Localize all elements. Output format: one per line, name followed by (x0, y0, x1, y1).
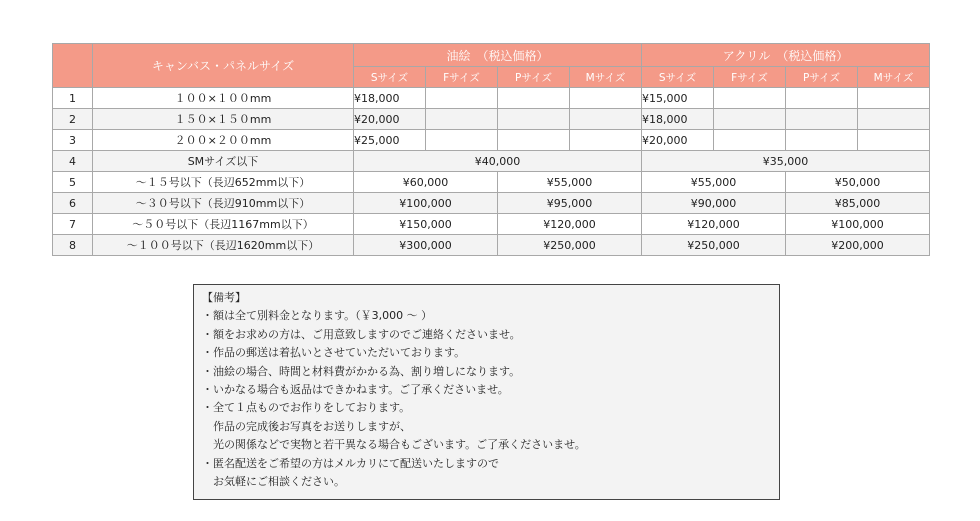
empty-cell (786, 130, 858, 151)
notes-line: お気軽にご相談ください。 (202, 475, 345, 489)
empty-cell (570, 88, 642, 109)
row-size: ～３０号以下（長辺910mm以下） (93, 193, 354, 214)
empty-cell (858, 109, 930, 130)
header-acrylic: アクリル （税込価格） (642, 44, 930, 67)
header-acrylic-p: Pサイズ (786, 67, 858, 88)
acrylic-s-price: ¥18,000 (642, 109, 714, 130)
empty-cell (858, 130, 930, 151)
price-table (52, 43, 930, 256)
notes-line: 光の関係などで実物と若干異なる場合もございます。ご了承くださいませ。 (202, 438, 586, 452)
oil-price: ¥40,000 (354, 151, 642, 172)
oil-pm-price: ¥55,000 (498, 172, 642, 193)
table-row (53, 109, 930, 130)
empty-cell (714, 130, 786, 151)
empty-cell (426, 88, 498, 109)
acrylic-price: ¥35,000 (642, 151, 930, 172)
header-size: キャンバス・パネルサイズ (93, 44, 354, 88)
table-row (53, 88, 930, 109)
empty-cell (786, 109, 858, 130)
empty-cell (498, 109, 570, 130)
acrylic-pm-price: ¥100,000 (786, 214, 930, 235)
oil-s-price: ¥18,000 (354, 88, 426, 109)
header-oil-p: Pサイズ (498, 67, 570, 88)
oil-sf-price: ¥60,000 (354, 172, 498, 193)
row-size: ～１００号以下（長辺1620mm以下） (93, 235, 354, 256)
row-size: １００×１００mm (93, 88, 354, 109)
header-acrylic-f: Fサイズ (714, 67, 786, 88)
row-number: 1 (53, 88, 93, 109)
acrylic-s-price: ¥15,000 (642, 88, 714, 109)
notes-line: ・作品の郵送は着払いとさせていただいております。 (202, 346, 466, 360)
oil-s-price: ¥20,000 (354, 109, 426, 130)
row-number: 8 (53, 235, 93, 256)
empty-cell (570, 109, 642, 130)
oil-sf-price: ¥150,000 (354, 214, 498, 235)
acrylic-sf-price: ¥90,000 (642, 193, 786, 214)
header-oil-m: Mサイズ (570, 67, 642, 88)
acrylic-pm-price: ¥85,000 (786, 193, 930, 214)
oil-pm-price: ¥250,000 (498, 235, 642, 256)
empty-cell (570, 130, 642, 151)
empty-cell (858, 88, 930, 109)
oil-sf-price: ¥100,000 (354, 193, 498, 214)
row-number: 3 (53, 130, 93, 151)
header-acrylic-m: Mサイズ (858, 67, 930, 88)
notes-line: ・額をお求めの方は、ご用意致しますのでご連絡くださいませ。 (202, 327, 521, 341)
empty-cell (498, 88, 570, 109)
row-size: １５０×１５０mm (93, 109, 354, 130)
header-acrylic-s: Sサイズ (642, 67, 714, 88)
header-number (53, 44, 93, 88)
notes-line: ・全て１点ものでお作りをしております。 (202, 401, 411, 415)
notes-line: ・匿名配送をご希望の方はメルカリにて配送いたしますので (202, 456, 499, 470)
table-row (53, 214, 930, 235)
empty-cell (426, 130, 498, 151)
notes-line: ・いかなる場合も返品はできかねます。ご了承くださいませ。 (202, 383, 509, 397)
row-size: ２００×２００mm (93, 130, 354, 151)
row-number: 7 (53, 214, 93, 235)
oil-pm-price: ¥120,000 (498, 214, 642, 235)
table-row (53, 151, 930, 172)
notes-box (193, 284, 780, 500)
row-size: SMサイズ以下 (93, 151, 354, 172)
empty-cell (426, 109, 498, 130)
row-size: ～５０号以下（長辺1167mm以下） (93, 214, 354, 235)
acrylic-sf-price: ¥250,000 (642, 235, 786, 256)
table-row (53, 193, 930, 214)
acrylic-pm-price: ¥50,000 (786, 172, 930, 193)
table-row (53, 130, 930, 151)
empty-cell (786, 88, 858, 109)
acrylic-sf-price: ¥120,000 (642, 214, 786, 235)
header-oil: 油絵 （税込価格） (354, 44, 642, 67)
header-oil-s: Sサイズ (354, 67, 426, 88)
oil-s-price: ¥25,000 (354, 130, 426, 151)
acrylic-pm-price: ¥200,000 (786, 235, 930, 256)
empty-cell (714, 109, 786, 130)
notes-line: 作品の完成後お写真をお送りしますが、 (202, 419, 411, 433)
row-number: 4 (53, 151, 93, 172)
table-row (53, 172, 930, 193)
notes-title: 【備考】 (202, 291, 246, 304)
notes-line: ・額は全て別料金となります。（￥3,000 ～ ） (202, 309, 433, 323)
row-number: 5 (53, 172, 93, 193)
header-oil-f: Fサイズ (426, 67, 498, 88)
notes-line: ・油絵の場合、時間と材料費がかかる為、割り増しになります。 (202, 364, 521, 378)
empty-cell (498, 130, 570, 151)
empty-cell (714, 88, 786, 109)
oil-sf-price: ¥300,000 (354, 235, 498, 256)
row-number: 6 (53, 193, 93, 214)
oil-pm-price: ¥95,000 (498, 193, 642, 214)
row-size: ～１５号以下（長辺652mm以下） (93, 172, 354, 193)
acrylic-sf-price: ¥55,000 (642, 172, 786, 193)
acrylic-s-price: ¥20,000 (642, 130, 714, 151)
row-number: 2 (53, 109, 93, 130)
table-row (53, 235, 930, 256)
